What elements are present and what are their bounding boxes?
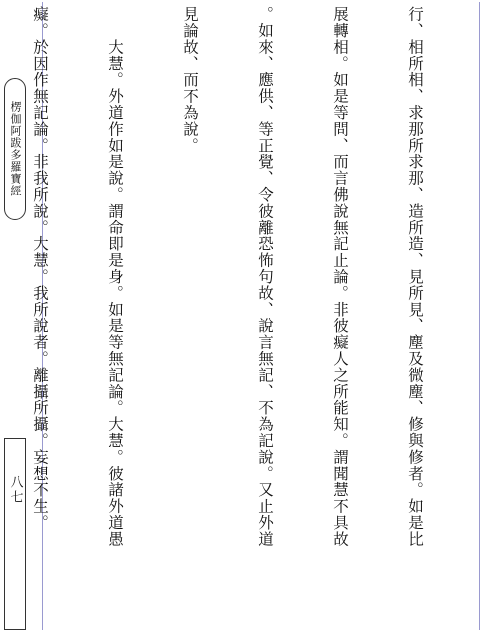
page-number: 八七 xyxy=(7,475,23,505)
text-column: 展轉相。如是等問、而言佛說無記止論。非彼癡人之所能知。謂聞慧不具故 xyxy=(331,6,349,548)
text-column: 癡。於因作無記論。非我所說。大慧。我所說者。離攝所攝。妄想不生。 xyxy=(31,6,49,531)
page-frame xyxy=(31,2,480,630)
text-column: 大慧。外道作如是說。謂命即是身。如是等無記論。大慧。彼諸外道愚 xyxy=(106,6,124,548)
page-number-box xyxy=(4,438,26,630)
text-column: 行、相所相、求那所求那、造所造、見所見、塵及微塵、修與修者。如是比 xyxy=(406,6,424,548)
sutra-text xyxy=(0,6,477,628)
sutra-title: 楞伽阿跋多羅寶經 xyxy=(9,101,22,197)
sutra-title-label xyxy=(4,78,26,220)
text-column: 見論故、而不為說。 xyxy=(181,6,199,154)
text-column: 。如來、應供、等正覺、令彼離恐怖句故、說言無記、不為記說。又止外道 xyxy=(256,6,274,548)
